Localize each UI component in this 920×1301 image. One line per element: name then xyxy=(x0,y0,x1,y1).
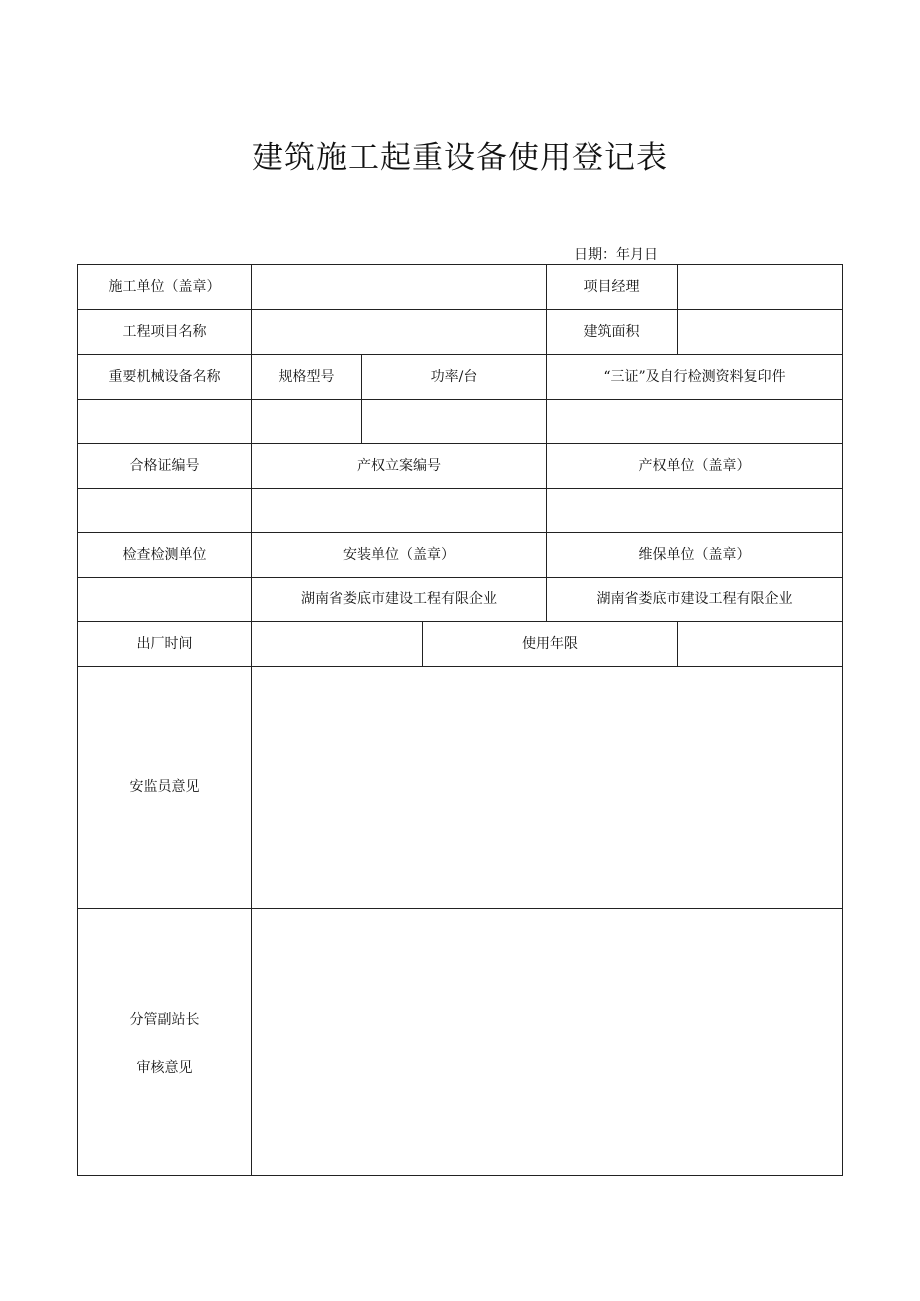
project-name-field[interactable] xyxy=(252,309,546,354)
project-name-label: 工程项目名称 xyxy=(122,323,207,340)
three-certs-field[interactable] xyxy=(547,399,842,443)
spec-model-field[interactable] xyxy=(252,399,361,443)
project-manager-label: 项目经理 xyxy=(583,278,640,295)
maintenance-company-value[interactable]: 湖南省娄底市建设工程有限企业 xyxy=(596,591,793,607)
service-life-label: 使用年限 xyxy=(522,635,578,652)
maintenance-unit-label: 维保单位（盖章） xyxy=(638,546,751,563)
project-manager-field[interactable] xyxy=(678,264,842,309)
certificate-no-label: 合格证编号 xyxy=(129,457,200,474)
power-per-unit-label: 功率/台 xyxy=(430,368,478,385)
property-filing-no-label: 产权立案编号 xyxy=(357,457,441,474)
building-area-field[interactable] xyxy=(678,309,842,354)
deputy-head-label-line1: 分管副站长 xyxy=(129,1011,200,1028)
safety-opinion-field[interactable] xyxy=(252,666,842,908)
property-unit-field[interactable] xyxy=(547,488,842,532)
three-certs-label: “三证”及自行检测资料复印件 xyxy=(603,368,786,385)
inspection-unit-field[interactable] xyxy=(77,577,252,621)
safety-opinion-label: 安监员意见 xyxy=(129,779,200,795)
service-life-field[interactable] xyxy=(678,621,842,666)
construction-unit-field[interactable] xyxy=(252,264,546,309)
building-area-label: 建筑面积 xyxy=(583,323,640,340)
form-title: 建筑施工起重设备使用登记表 xyxy=(252,140,668,176)
equipment-name-field[interactable] xyxy=(77,399,252,443)
installation-unit-label: 安装单位（盖章） xyxy=(343,546,455,563)
equipment-name-label: 重要机械设备名称 xyxy=(108,368,221,385)
manufacture-date-field[interactable] xyxy=(252,621,422,666)
property-filing-no-field[interactable] xyxy=(252,488,546,532)
inspection-unit-label: 检查检测单位 xyxy=(122,546,207,563)
registration-table xyxy=(77,264,843,1176)
manufacture-date-label: 出厂时间 xyxy=(136,635,193,652)
certificate-no-field[interactable] xyxy=(77,488,252,532)
construction-unit-label: 施工单位（盖章） xyxy=(108,278,221,295)
installation-company-value[interactable]: 湖南省娄底市建设工程有限企业 xyxy=(301,591,497,607)
property-unit-label: 产权单位（盖章） xyxy=(638,457,751,474)
spec-model-label: 规格型号 xyxy=(278,368,335,385)
date-label: 日期：年月日 xyxy=(574,247,658,263)
deputy-head-label-line2: 审核意见 xyxy=(136,1059,193,1076)
power-per-unit-field[interactable] xyxy=(362,399,546,443)
deputy-head-review-field[interactable] xyxy=(252,908,842,1175)
deputy-head-review-label xyxy=(77,908,252,1175)
